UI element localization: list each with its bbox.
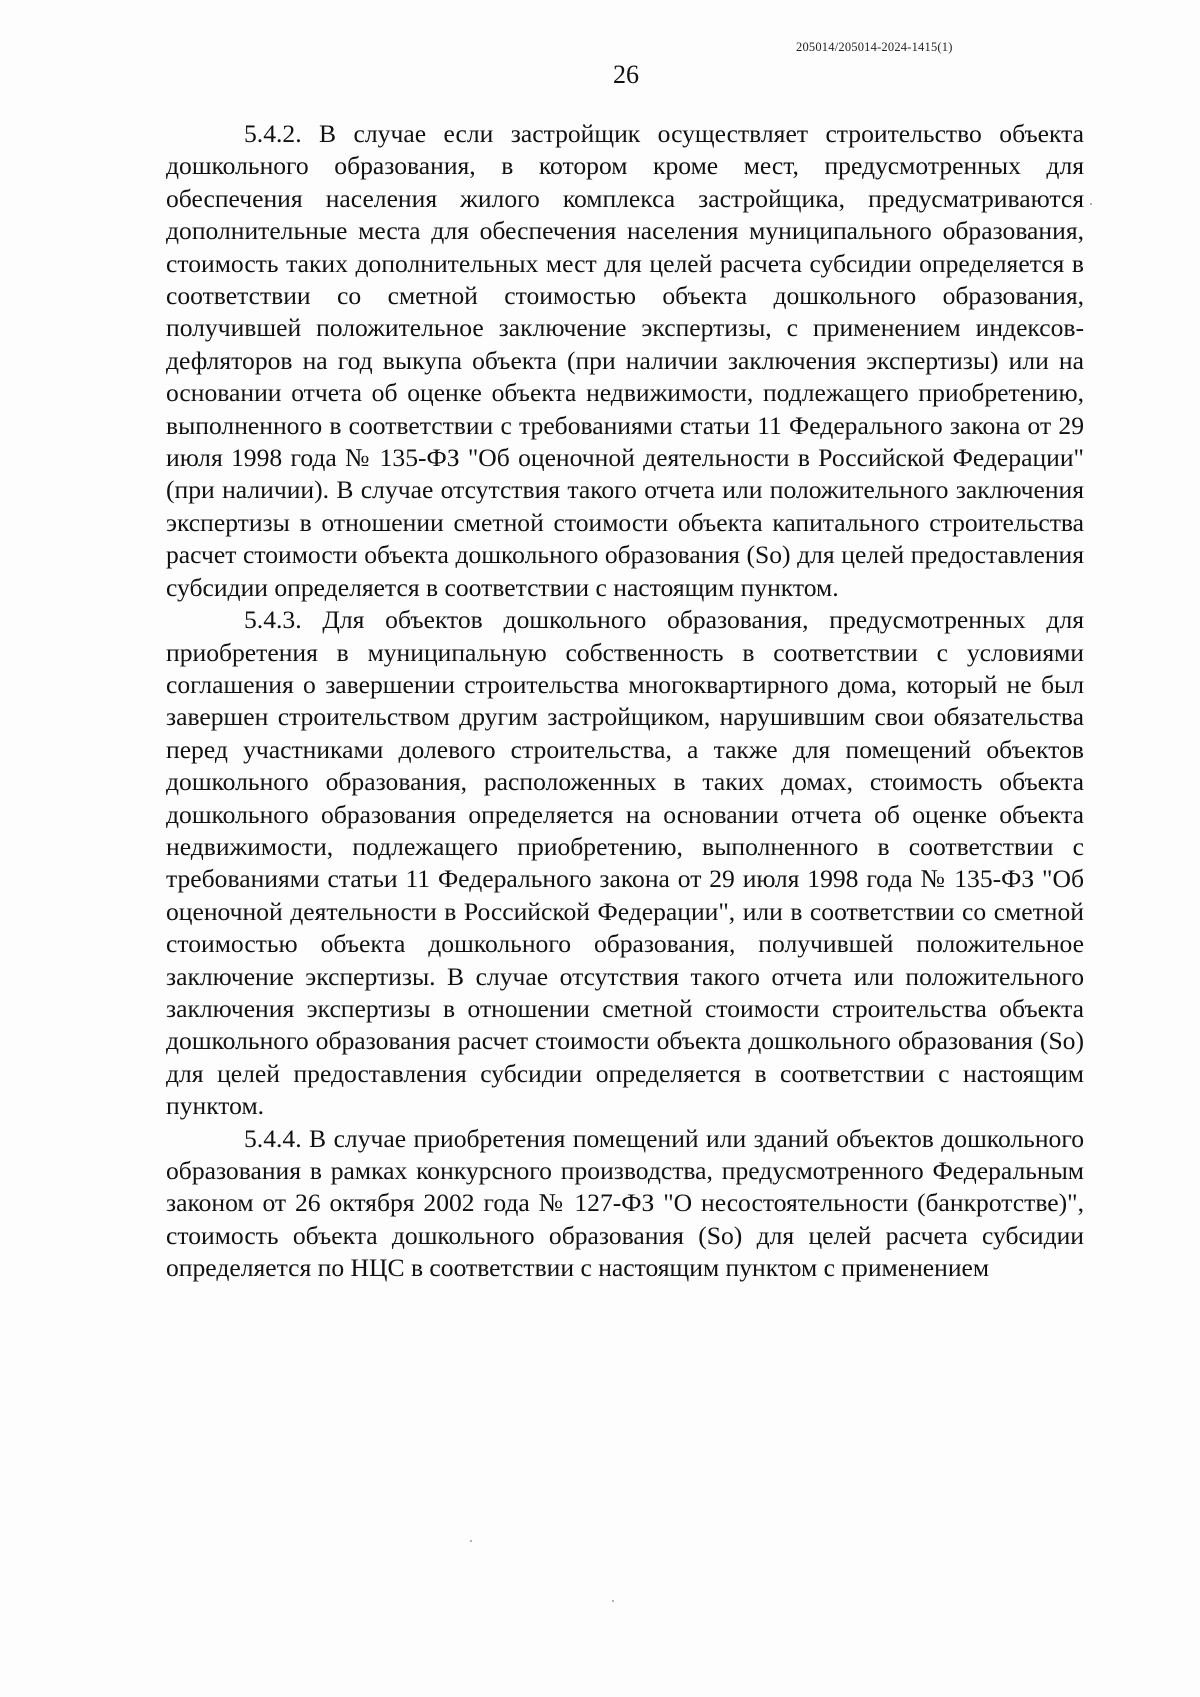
paragraph-5-4-2: 5.4.2. В случае если застройщик осуществляет строительство объекта дошкольного образования, в котором кроме мест, предусмотренных для обеспечения населения жилого комплекса застройщика, предусматриваются дополнительные места для обеспечения населения муниципального образования, стоимость таких дополнительных мест для целей расчета субсидии определяется в соответствии со сметной стоимостью объекта дошкольного образования, получившей положительное заключение экспертизы, с применением индексов-дефляторов на год выкупа объекта (при наличии заключения экспертизы) или на основании отчета об оценке объекта недвижимости, подлежащего приобретению, выполненного в соответствии с требованиями статьи 11 Федерального закона от 29 июля 1998 года № 135-ФЗ "Об оценочной деятельности в Российской Федерации" (при наличии). В случае отсутствия такого отчета или положительного заключения экспертизы в отношении сметной стоимости объекта капитального строительства расчет стоимости объекта дошкольного образования (So) для целей предоставления субсидии определяется в соответствии с настоящим пунктом.	[166, 119, 1084, 602]
paragraph-5-4-3: 5.4.3. Для объектов дошкольного образования, предусмотренных для приобретения в муниципальную собственность в соответствии с условиями соглашения о завершении строительства многоквартирного дома, который не был завершен строительством другим застройщиком, нарушившим свои обязательства перед участниками долевого строительства, а также для помещений объектов дошкольного образования, расположенных в таких домах, стоимость объекта дошкольного образования определяется на основании отчета об оценке объекта недвижимости, подлежащего приобретению, выполненного в соответствии с требованиями статьи 11 Федерального закона от 29 июля 1998 года № 135-ФЗ "Об оценочной деятельности в Российской Федерации", или в соответствии со сметной стоимостью объекта дошкольного образования, получившей положительное заключение экспертизы. В случае отсутствия такого отчета или положительного заключения экспертизы в отношении сметной стоимости строительства объекта дошкольного образования расчет стоимости объекта дошкольного образования (So) для целей предоставления субсидии определяется в соответствии с настоящим пунктом.	[166, 605, 1084, 1121]
scan-speck	[1090, 203, 1092, 205]
scan-speck	[470, 1540, 472, 1542]
document-id: 205014/205014-2024-1415(1)	[796, 40, 953, 54]
paragraph-5-4-4: 5.4.4. В случае приобретения помещений или зданий объектов дошкольного образования в рамках конкурсного производства, предусмотренного Федеральным законом от 26 октября 2002 года № 127-ФЗ "О несостоятельности (банкротстве)", стоимость объекта дошкольного образования (So) для целей расчета субсидии определяется по НЦС в соответствии с настоящим пунктом с применением	[166, 1123, 1084, 1283]
scan-speck	[612, 1600, 614, 1602]
document-body	[166, 118, 1084, 1285]
page-number: 26	[613, 60, 639, 89]
